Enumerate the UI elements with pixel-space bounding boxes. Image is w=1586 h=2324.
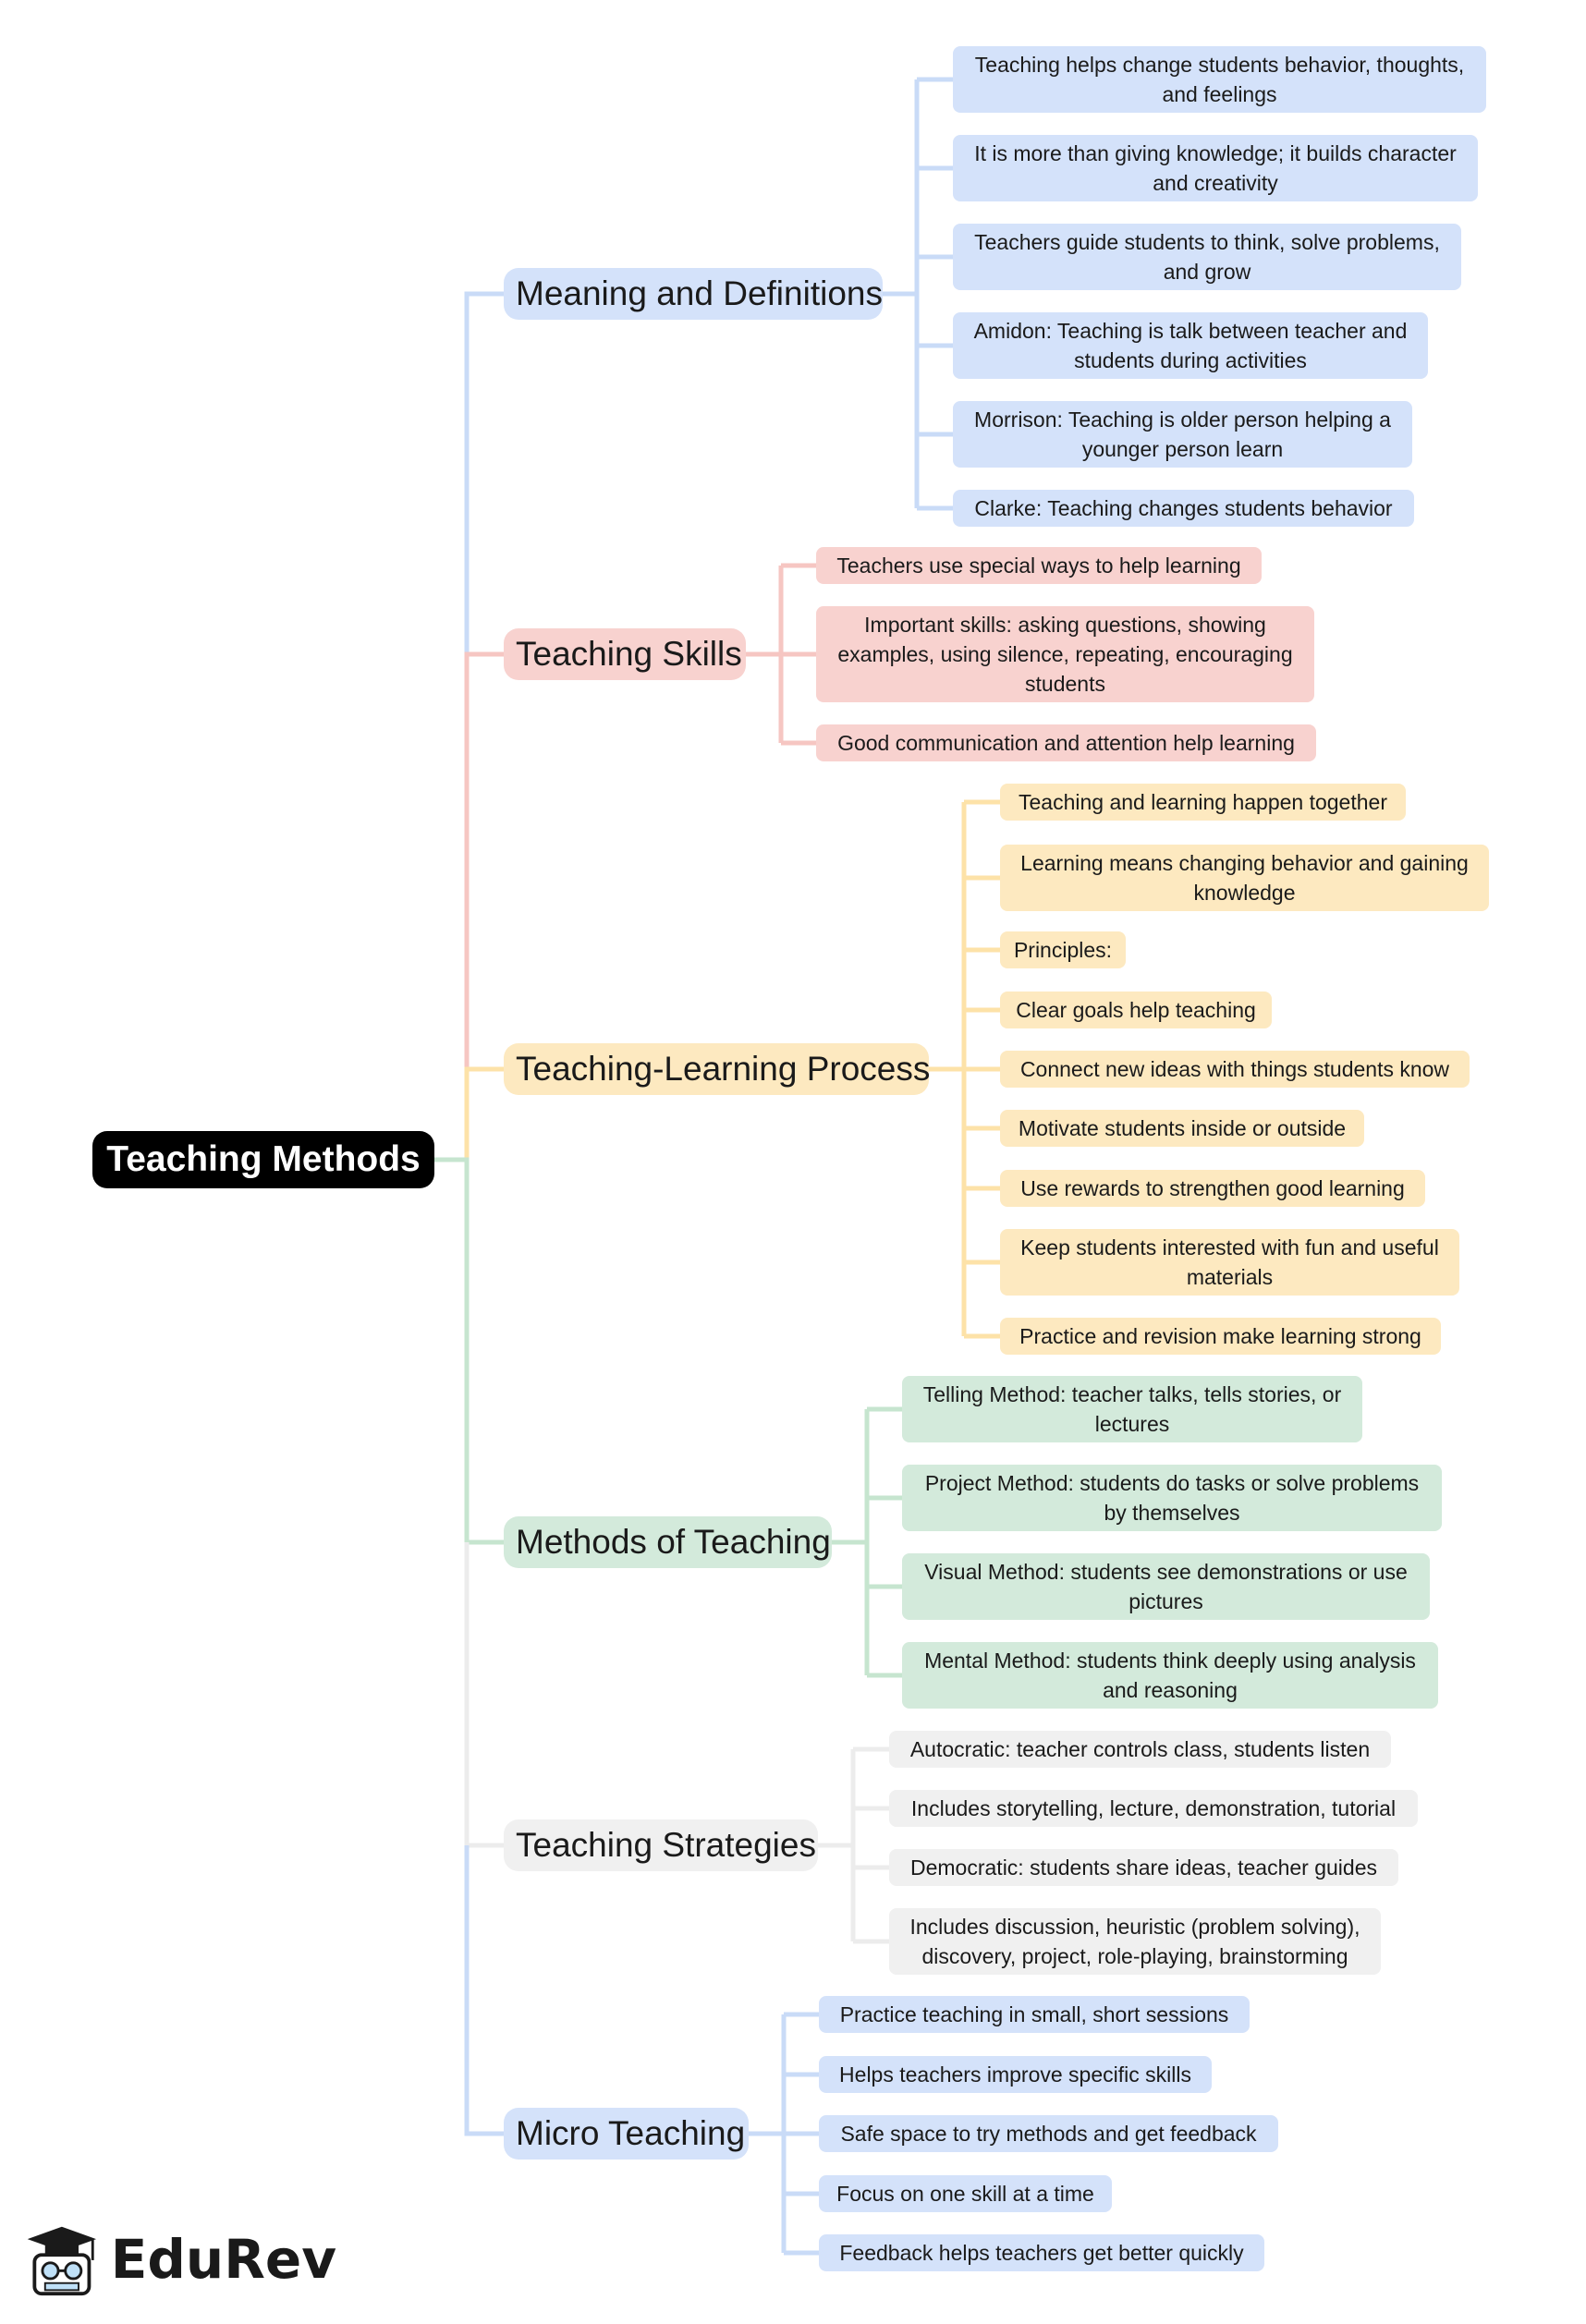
leaf-node[interactable]: Teaching helps change students behavior, thoughts, and feelings [953, 46, 1486, 113]
leaf-node[interactable]: Clarke: Teaching changes students behavior [953, 490, 1414, 527]
branch-connector [883, 79, 953, 508]
leaf-node[interactable]: Clear goals help teaching [1000, 992, 1272, 1028]
graduation-cap-mascot-icon [22, 2218, 102, 2301]
branch-meaning-and-definitions[interactable]: Meaning and Definitions [504, 268, 883, 320]
trunk-connector-green [434, 1160, 504, 1542]
leaf-node[interactable]: Practice and revision make learning strong [1000, 1318, 1441, 1355]
branch-teaching-learning-process[interactable]: Teaching-Learning Process [504, 1043, 929, 1095]
trunk-connector-blue-2 [467, 1845, 504, 2134]
branch-micro-teaching[interactable]: Micro Teaching [504, 2108, 749, 2160]
branch-connector [929, 802, 1000, 1336]
leaf-node[interactable]: Practice teaching in small, short sessions [819, 1996, 1250, 2033]
leaf-node[interactable]: Use rewards to strengthen good learning [1000, 1170, 1425, 1207]
leaf-node[interactable]: Learning means changing behavior and gaining knowledge [1000, 845, 1489, 911]
leaf-node[interactable]: Amidon: Teaching is talk between teacher and students during activities [953, 312, 1428, 379]
leaf-node[interactable]: Includes discussion, heuristic (problem solving), discovery, project, role-playing, brainstorming [889, 1908, 1381, 1975]
branch-connector [818, 1749, 889, 1941]
leaf-node[interactable]: Democratic: students share ideas, teacher guides [889, 1849, 1398, 1886]
branch-methods-of-teaching[interactable]: Methods of Teaching [504, 1516, 832, 1568]
leaf-node[interactable]: Important skills: asking questions, showing examples, using silence, repeating, encouraging students [816, 606, 1314, 702]
leaf-node[interactable]: Good communication and attention help learning [816, 724, 1316, 761]
branch-connector [832, 1409, 902, 1675]
leaf-node[interactable]: Keep students interested with fun and useful materials [1000, 1229, 1459, 1296]
leaf-node[interactable]: Autocratic: teacher controls class, students listen [889, 1731, 1391, 1768]
leaf-node[interactable]: Safe space to try methods and get feedback [819, 2115, 1278, 2152]
leaf-node[interactable]: Includes storytelling, lecture, demonstration, tutorial [889, 1790, 1418, 1827]
logo-text: EduRev [110, 2228, 336, 2291]
trunk-connector-red [467, 654, 504, 1160]
leaf-node[interactable]: Teachers use special ways to help learning [816, 547, 1262, 584]
leaf-node[interactable]: Project Method: students do tasks or solve problems by themselves [902, 1465, 1442, 1531]
branch-teaching-strategies[interactable]: Teaching Strategies [504, 1819, 818, 1871]
leaf-node[interactable]: Focus on one skill at a time [819, 2175, 1112, 2212]
leaf-node[interactable]: Motivate students inside or outside [1000, 1110, 1364, 1147]
root-node[interactable]: Teaching Methods [92, 1131, 434, 1188]
leaf-node[interactable]: Mental Method: students think deeply using analysis and reasoning [902, 1642, 1438, 1709]
leaf-node[interactable]: It is more than giving knowledge; it builds character and creativity [953, 135, 1478, 201]
leaf-node[interactable]: Helps teachers improve specific skills [819, 2056, 1212, 2093]
trunk-connector-gray [467, 1542, 504, 1845]
leaf-node[interactable]: Teaching and learning happen together [1000, 784, 1406, 821]
leaf-node[interactable]: Connect new ideas with things students know [1000, 1051, 1470, 1088]
branch-connector [749, 2014, 819, 2253]
leaf-node[interactable]: Feedback helps teachers get better quickly [819, 2234, 1264, 2271]
leaf-node[interactable]: Teachers guide students to think, solve problems, and grow [953, 224, 1461, 290]
leaf-node[interactable]: Visual Method: students see demonstrations or use pictures [902, 1553, 1430, 1620]
edurev-logo[interactable] [22, 2204, 336, 2315]
trunk-connector-yellow [467, 1069, 504, 1160]
leaf-node[interactable]: Telling Method: teacher talks, tells stories, or lectures [902, 1376, 1362, 1442]
branch-teaching-skills[interactable]: Teaching Skills [504, 628, 746, 680]
branch-connector [746, 566, 816, 743]
leaf-node[interactable]: Principles: [1000, 931, 1126, 968]
leaf-node[interactable]: Morrison: Teaching is older person helping a younger person learn [953, 401, 1412, 468]
